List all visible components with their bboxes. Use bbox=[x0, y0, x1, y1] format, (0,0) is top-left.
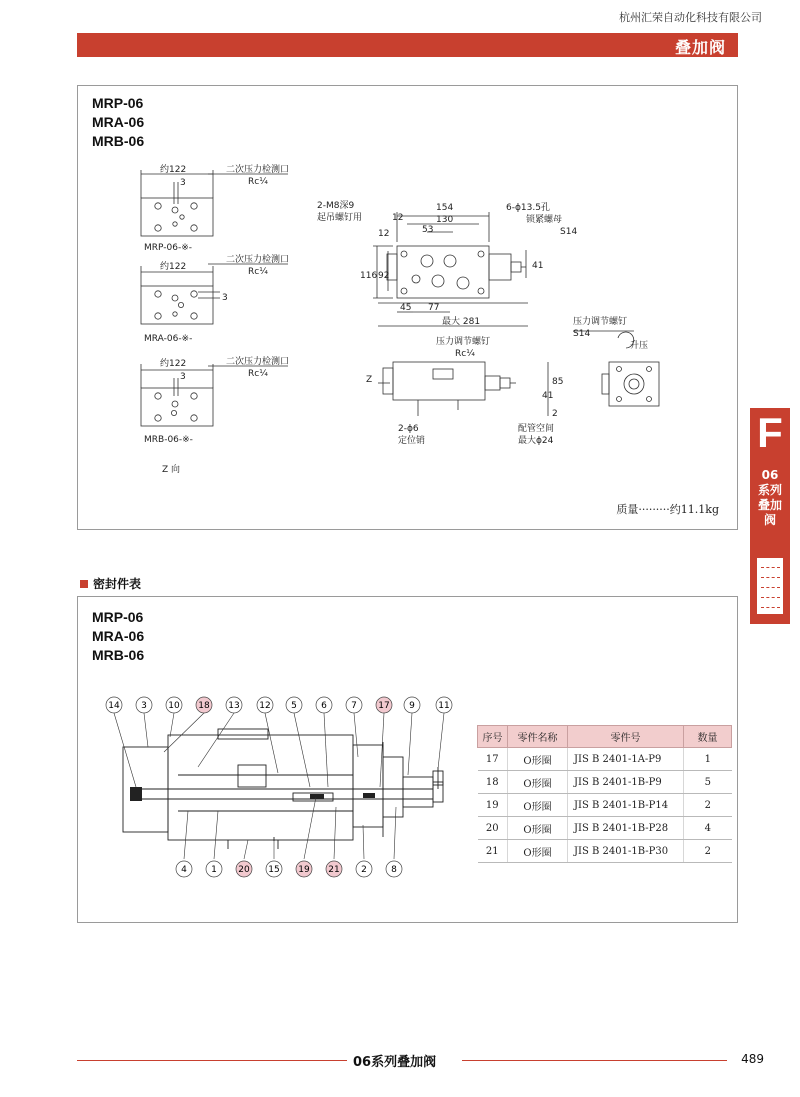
page-number: 489 bbox=[741, 1052, 764, 1066]
series-line: 叠加 bbox=[757, 498, 782, 512]
chapter-tab bbox=[750, 408, 790, 624]
port-thread: Rc¼ bbox=[248, 267, 268, 277]
lifting-label: 起吊螺钉用 bbox=[317, 213, 363, 223]
dim-154: 154 bbox=[436, 203, 454, 213]
footer-rule-right bbox=[462, 1060, 727, 1061]
adjust-screw-label: 压力调节螺钉 bbox=[573, 317, 628, 327]
square-bullet-icon bbox=[80, 580, 88, 588]
lock-nut-size: S14 bbox=[560, 227, 578, 237]
callout-number: 9 bbox=[409, 701, 415, 711]
cell-no: 18 bbox=[478, 771, 508, 794]
cell-qty: 4 bbox=[684, 817, 732, 840]
dimensions-panel bbox=[77, 85, 738, 530]
callout-number: 2 bbox=[361, 865, 367, 875]
model-name: MRA-06 bbox=[92, 628, 145, 644]
variant-caption: MRA-06-※- bbox=[144, 334, 193, 344]
port-label: 二次压力检测口 bbox=[226, 255, 290, 265]
port-thread: Rc¼ bbox=[248, 177, 268, 187]
dim-85: 85 bbox=[552, 377, 564, 387]
table-row bbox=[478, 840, 732, 863]
seal-heading-text: 密封件表 bbox=[93, 577, 142, 591]
dim-53: 53 bbox=[422, 225, 434, 235]
cell-qty: 1 bbox=[684, 748, 732, 771]
model-name: MRP-06 bbox=[92, 95, 144, 111]
col-no: 序号 bbox=[478, 726, 508, 748]
callout-number: 19 bbox=[298, 865, 310, 875]
variant-width-label: 约122 bbox=[160, 359, 187, 369]
callout-number: 12 bbox=[259, 701, 271, 711]
callout-number: 4 bbox=[181, 865, 187, 875]
series-line: 06 bbox=[761, 468, 779, 482]
dim-12-vertical: 12 bbox=[378, 229, 390, 239]
raise-label: 升压 bbox=[630, 341, 649, 351]
dim-12: 12 bbox=[392, 213, 404, 223]
dim-41-side: 41 bbox=[542, 391, 554, 401]
dim-130: 130 bbox=[436, 215, 454, 225]
dim-41: 41 bbox=[532, 261, 544, 271]
series-line: 系列 bbox=[757, 483, 782, 497]
variant-width-label: 约122 bbox=[160, 165, 187, 175]
banner-title: 叠加阀 bbox=[674, 38, 726, 57]
col-part: 零件号 bbox=[568, 726, 684, 748]
z-mark: Z bbox=[366, 375, 373, 385]
main-view-drawing bbox=[373, 212, 528, 326]
cell-part: JIS B 2401-1B-P28 bbox=[568, 817, 684, 840]
dim-45: 45 bbox=[400, 303, 412, 313]
table-header-row bbox=[478, 726, 732, 748]
cell-no: 19 bbox=[478, 794, 508, 817]
mass-label: 质量·········约11.1kg bbox=[616, 503, 719, 516]
model-name: MRB-06 bbox=[92, 133, 145, 149]
chapter-letter: F bbox=[757, 409, 783, 456]
callout-number: 15 bbox=[268, 865, 280, 875]
pins-label: 2-ϕ6 bbox=[398, 424, 419, 434]
callout-number: 5 bbox=[291, 701, 297, 711]
footer-title: 06系列叠加阀 bbox=[353, 1055, 437, 1070]
bolt-holes-label: 2-M8深9 bbox=[317, 201, 355, 211]
holes-label: 6-ϕ13.5孔 bbox=[506, 203, 550, 213]
z-view-label: Z 向 bbox=[162, 465, 181, 475]
lock-nut-label: 锁紧螺母 bbox=[526, 215, 563, 225]
cell-part: JIS B 2401-1B-P9 bbox=[568, 771, 684, 794]
cell-qty: 5 bbox=[684, 771, 732, 794]
model-name: MRP-06 bbox=[92, 609, 144, 625]
cell-no: 20 bbox=[478, 817, 508, 840]
chapter-index-box bbox=[757, 558, 783, 614]
callout-number: 8 bbox=[391, 865, 397, 875]
cell-part: JIS B 2401-1B-P14 bbox=[568, 794, 684, 817]
col-qty: 数量 bbox=[684, 726, 732, 748]
callout-number: 3 bbox=[141, 701, 147, 711]
cell-no: 21 bbox=[478, 840, 508, 863]
cell-no: 17 bbox=[478, 748, 508, 771]
callout-number: 14 bbox=[108, 701, 120, 711]
screw-label: 压力调节螺钉 bbox=[436, 337, 491, 347]
cell-name: O形圈 bbox=[508, 771, 568, 794]
screw-thread: Rc¼ bbox=[455, 349, 475, 359]
callout-number: 20 bbox=[238, 865, 250, 875]
pipe-max-label: 最大ϕ24 bbox=[518, 436, 554, 446]
port-label: 二次压力检测口 bbox=[226, 357, 290, 367]
adjust-size: S14 bbox=[573, 329, 591, 339]
series-line: 阀 bbox=[763, 513, 776, 527]
callout-top bbox=[106, 697, 452, 713]
variant-offset-label: 3 bbox=[180, 178, 186, 188]
title-banner bbox=[77, 33, 738, 57]
variant-caption: MRP-06-※- bbox=[144, 243, 192, 253]
table-row bbox=[478, 817, 732, 840]
callout-number: 6 bbox=[321, 701, 327, 711]
dim-116: 116 bbox=[360, 271, 378, 281]
table-row bbox=[478, 794, 732, 817]
pipe-space-label: 配管空间 bbox=[518, 424, 555, 434]
seal-table bbox=[477, 725, 732, 863]
callout-number: 13 bbox=[228, 701, 240, 711]
variant-width-label: 约122 bbox=[160, 262, 187, 272]
cell-part: JIS B 2401-1A-P9 bbox=[568, 748, 684, 771]
dim-max: 最大 281 bbox=[442, 317, 481, 327]
variant-offset-label: 3 bbox=[222, 293, 228, 303]
variant-caption: MRB-06-※- bbox=[144, 435, 193, 445]
callout-number: 21 bbox=[328, 865, 340, 875]
port-label: 二次压力检测口 bbox=[226, 165, 290, 175]
callout-number: 7 bbox=[351, 701, 357, 711]
cell-name: O形圈 bbox=[508, 794, 568, 817]
cell-name: O形圈 bbox=[508, 817, 568, 840]
chapter-series bbox=[750, 468, 790, 528]
seal-panel bbox=[77, 596, 738, 923]
table-row bbox=[478, 748, 732, 771]
model-name: MRA-06 bbox=[92, 114, 145, 130]
callout-number: 1 bbox=[211, 865, 217, 875]
cell-qty: 2 bbox=[684, 794, 732, 817]
dim-77: 77 bbox=[428, 303, 440, 313]
col-name: 零件名称 bbox=[508, 726, 568, 748]
port-thread: Rc¼ bbox=[248, 369, 268, 379]
dim-2: 2 bbox=[552, 409, 558, 419]
cell-name: O形圈 bbox=[508, 748, 568, 771]
callout-number: 10 bbox=[168, 701, 180, 711]
variant-offset-label: 3 bbox=[180, 372, 186, 382]
pin-name: 定位销 bbox=[398, 436, 426, 446]
company-name: 杭州汇荣自动化科技有限公司 bbox=[619, 11, 762, 24]
dim-92: 92 bbox=[378, 271, 390, 281]
callout-number: 18 bbox=[198, 701, 210, 711]
cell-qty: 2 bbox=[684, 840, 732, 863]
callout-bottom bbox=[176, 861, 402, 877]
callout-number: 17 bbox=[378, 701, 390, 711]
table-row bbox=[478, 771, 732, 794]
callout-number: 11 bbox=[438, 701, 450, 711]
seal-section-heading bbox=[80, 575, 141, 592]
footer-rule-left bbox=[77, 1060, 347, 1061]
dimension-drawing bbox=[78, 86, 739, 531]
model-name: MRB-06 bbox=[92, 647, 145, 663]
cell-part: JIS B 2401-1B-P30 bbox=[568, 840, 684, 863]
cell-name: O形圈 bbox=[508, 840, 568, 863]
side-view-drawing bbox=[378, 362, 548, 416]
